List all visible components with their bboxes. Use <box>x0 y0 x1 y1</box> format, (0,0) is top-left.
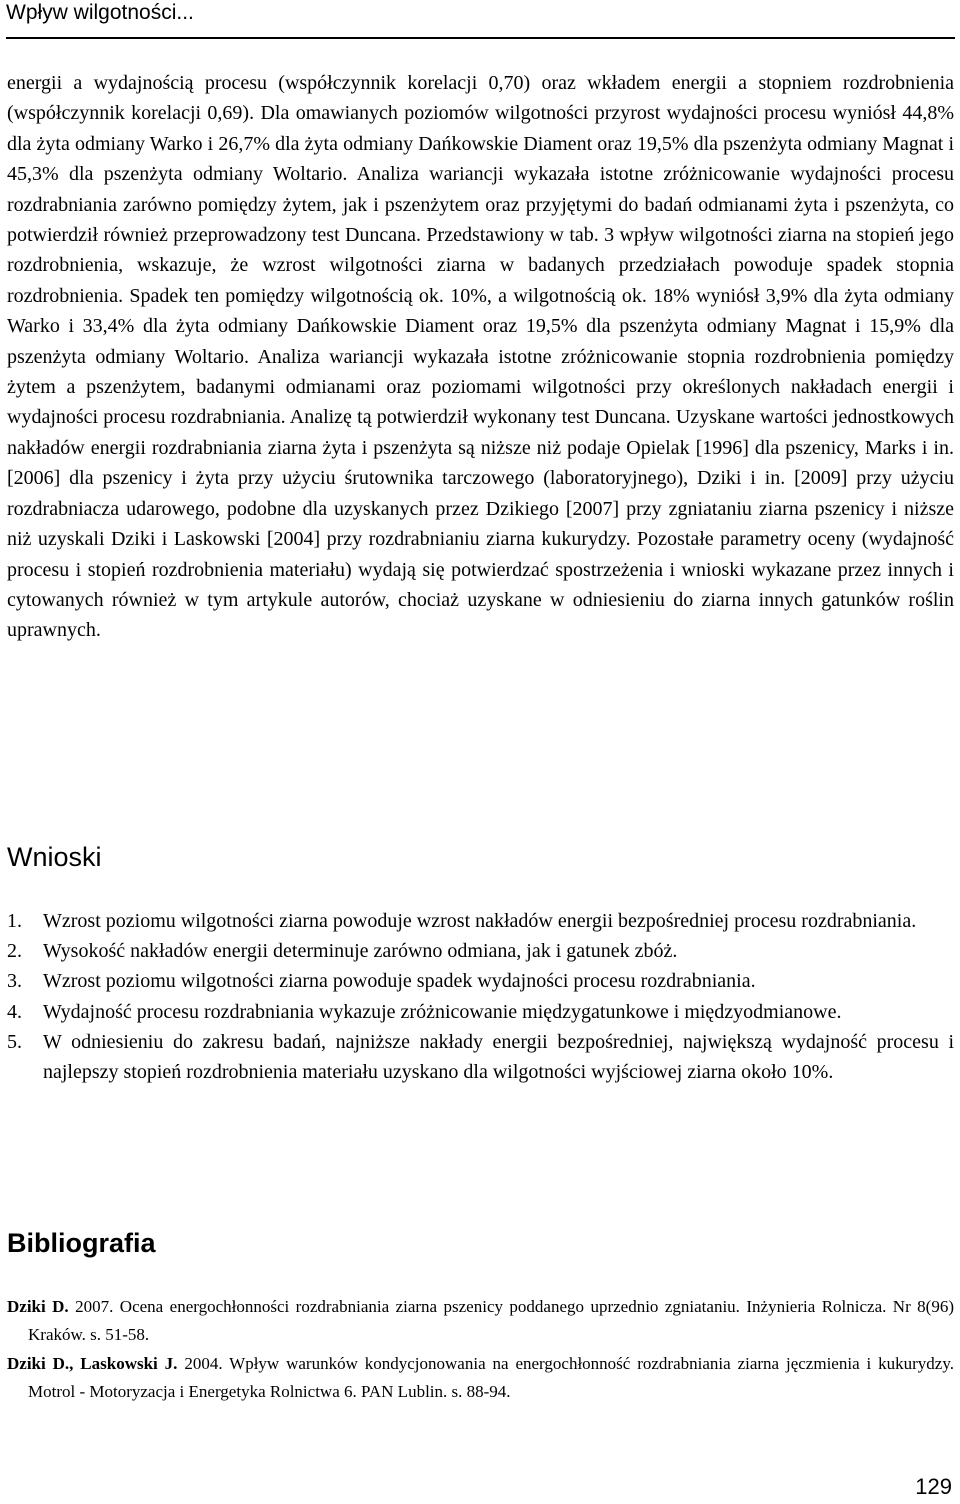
list-item-number: 5. <box>7 1030 22 1053</box>
list-item <box>7 906 954 936</box>
page-number: 129 <box>915 1474 952 1499</box>
list-item <box>7 1027 954 1087</box>
list-item-text: W odniesieniu do zakresu badań, najniższe nakłady energii bezpośredniej, największą wydajność procesu i najlepszy stopień rozdrobnienia materiału uzyskano dla wilgotności wyjściowej ziarna około 10%. <box>43 1030 954 1084</box>
bibliography-authors: Dziki D. <box>7 1297 69 1316</box>
bibliography-entry <box>7 1293 954 1348</box>
running-head-title: Wpływ wilgotności... <box>6 1 194 24</box>
bibliography-list <box>7 1293 954 1407</box>
list-item-text: Wydajność procesu rozdrabniania wykazuje zróżnicowanie międzygatunkowe i międzyodmianowe. <box>43 1000 842 1023</box>
running-head <box>6 0 955 39</box>
list-item-number: 3. <box>7 970 22 993</box>
list-item-number: 4. <box>7 1000 22 1023</box>
list-item <box>7 936 954 966</box>
list-item <box>7 966 954 996</box>
conclusions-list <box>7 906 954 1087</box>
list-item-text: Wysokość nakładów energii determinuje zarówno odmiana, jak i gatunek zbóż. <box>43 940 678 963</box>
list-item <box>7 997 954 1027</box>
list-item-number: 1. <box>7 910 22 932</box>
body-paragraph: energii a wydajnością procesu (współczynnik korelacji 0,70) oraz wkładem energii a stopniem rozdrobnienia (współczynnik korelacji 0,69). Dla omawianych poziomów wilgotności przyrost wydajności procesu wyniósł 44,8% dla żyta odmiany Warko i 26,7% dla żyta odmiany Dańkowskie Diament oraz 19,5% dla pszenżyta odmiany Magnat i 45,3% dla pszenżyta odmiany Woltario. Analiza wariancji wykazała istotne zróżnicowanie wydajności procesu rozdrabniania zarówno pomiędzy żytem, jak i pszenżytem oraz przyjętymi do badań odmianami żyta i pszenżyta, co potwierdził również przeprowadzony test Duncana. Przedstawiony w tab. 3 wpływ wilgotności ziarna na stopień jego rozdrobnienia, wskazuje, że wzrost wilgotności ziarna w badanych przedziałach powoduje spadek stopnia rozdrobnienia. Spadek ten pomiędzy wilgotnością ok. 10%, a wilgotnością ok. 18% wyniósł 3,9% dla żyta odmiany Warko i 33,4% dla żyta odmiany Dańkowskie Diament oraz 19,5% dla pszenżyta odmiany Magnat i 15,9% dla pszenżyta odmiany Woltario. Analiza wariancji wykazała istotne zróżnicowanie stopnia rozdrobnienia pomiędzy żytem a pszenżytem, badanymi odmianami oraz poziomami wilgotności przy określonych nakładach energii i wydajności procesu rozdrabniania. Analizę tą potwierdził wykonany test Duncana. Uzyskane wartości jednostkowych nakładów energii rozdrabniania ziarna żyta i pszenżyta są niższe niż podaje Opielak [1996] dla pszenicy, Marks i in. [2006] dla pszenicy i żyta przy użyciu śrutownika tarczowego (laboratoryjnego), Dziki i in. [2009] przy użyciu rozdrabniacza udarowego, podobne dla uzyskanych przez Dzikiego [2007] przy zgniataniu ziarna pszenicy i niższe niż uzyskali Dziki i Laskowski [2004] przy rozdrabnianiu ziarna kukurydzy. Pozostałe parametry oceny (wydajność procesu i stopień rozdrobnienia materiału) wydają się potwierdzać spostrzeżenia i wnioski wykazane przez innych i cytowanych również w tym artykule autorów, chociaż uzyskane w odniesieniu do ziarna innych gatunków roślin uprawnych. <box>7 72 954 642</box>
list-item-text: Wzrost poziomu wilgotności ziarna powoduje spadek wydajności procesu rozdrabniania. <box>43 970 756 993</box>
bibliography-authors: Dziki D., Laskowski J. <box>7 1354 178 1373</box>
list-item-text: Wzrost poziomu wilgotności ziarna powoduje wzrost nakładów energii bezpośredniej procesu rozdrabniania. <box>43 910 917 932</box>
bibliography-entry <box>7 1350 954 1405</box>
bibliography-text: 2004. Wpływ warunków kondycjonowania na energochłonność rozdrabniania ziarna jęczmienia i kukurydzy. Motrol - Motoryzacja i Energetyka Rolnictwa 6. PAN Lublin. s. 88-94. <box>28 1354 954 1401</box>
list-item-number: 2. <box>7 940 22 963</box>
conclusions-heading: Wnioski <box>7 842 102 872</box>
bibliography-heading: Bibliografia <box>7 1228 156 1258</box>
bibliography-text: 2007. Ocena energochłonności rozdrabniania ziarna pszenicy poddanego uprzednio zgniataniu. Inżynieria Rolnicza. Nr 8(96) Kraków. s. 51-58. <box>28 1297 954 1344</box>
